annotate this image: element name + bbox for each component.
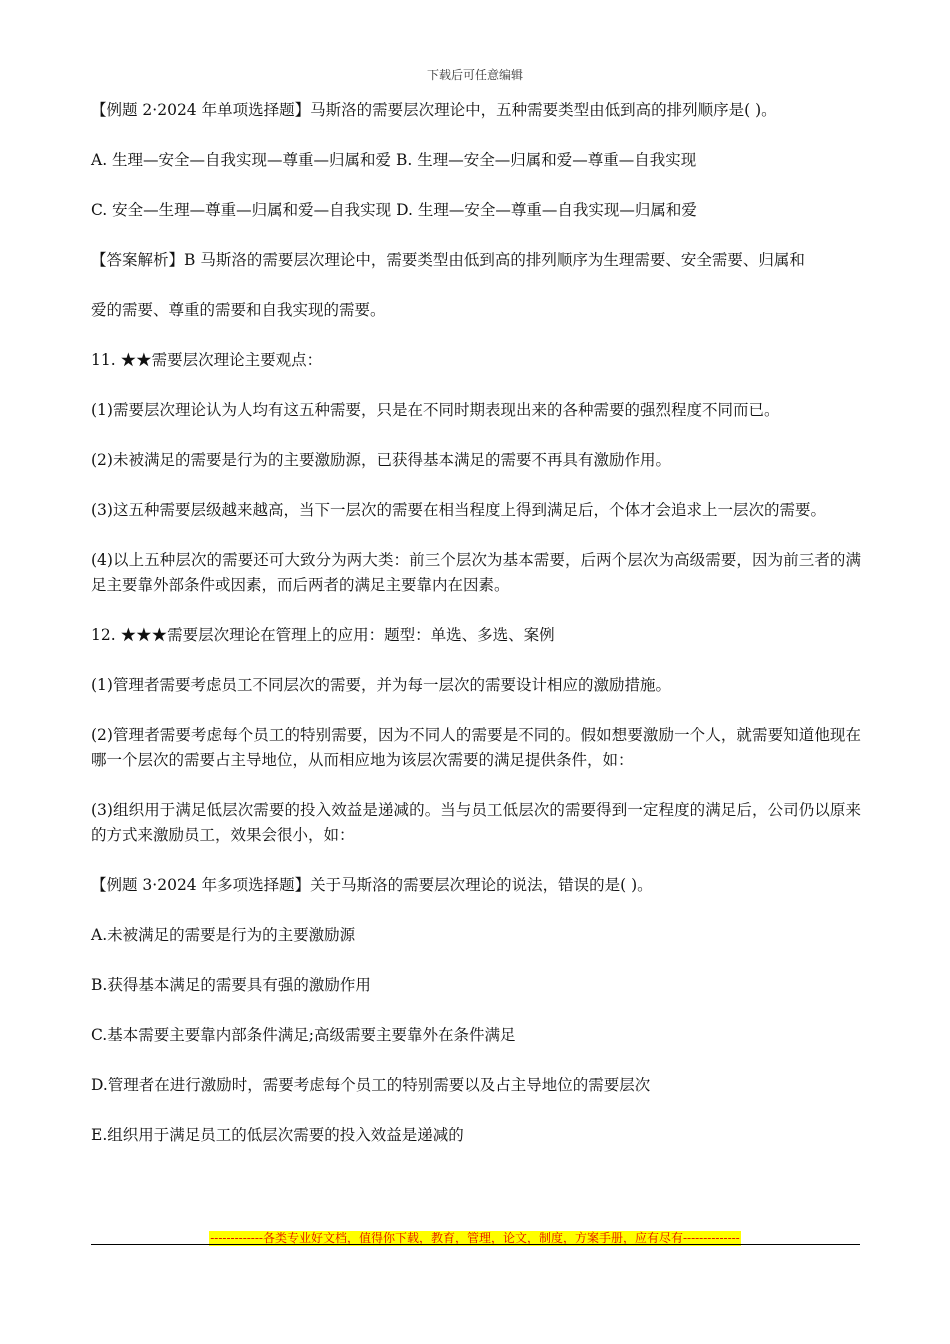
example-2-options-ab: A. 生理—安全—自我实现—尊重—归属和爱 B. 生理—安全—归属和爱—尊重—自我实现 — [91, 151, 697, 169]
example-2-options-cd: C. 安全—生理—尊重—归属和爱—自我实现 D. 生理—安全—尊重—自我实现—归属和爱 — [91, 201, 697, 219]
footer-divider — [91, 1244, 860, 1245]
section-11-point-2: (2)未被满足的需要是行为的主要激励源，已获得基本满足的需要不再具有激励作用。 — [91, 451, 671, 469]
example-3-option-a: A.未被满足的需要是行为的主要激励源 — [91, 926, 356, 944]
section-12-point-2: (2)管理者需要考虑每个员工的特别需要，因为不同人的需要是不同的。假如想要激励一个人，就需要知道他现在哪一个层次的需要占主导地位，从而相应地为该层次需要的满足提供条件，如： — [91, 726, 861, 769]
answer-analysis-line-1: 【答案解析】B 马斯洛的需要层次理论中，需要类型由低到高的排列顺序为生理需要、安全需要、归属和 — [91, 251, 805, 269]
section-11-point-4: (4)以上五种层次的需要还可大致分为两大类：前三个层次为基本需要，后两个层次为高级需要，因为前三者的满足主要靠外部条件或因素，而后两者的满足主要靠内在因素。 — [91, 551, 861, 594]
section-11-point-3: (3)这五种需要层级越来越高，当下一层次的需要在相当程度上得到满足后，个体才会追求上一层次的需要。 — [91, 501, 826, 519]
answer-analysis-line-2: 爱的需要、尊重的需要和自我实现的需要。 — [91, 301, 386, 319]
example-2-question: 【例题 2·2024 年单项选择题】马斯洛的需要层次理论中，五种需要类型由低到高的排列顺序是( )。 — [91, 101, 777, 119]
section-12-point-3: (3)组织用于满足低层次需要的投入效益是递减的。当与员工低层次的需要得到一定程度的满足后，公司仍以原来的方式来激励员工，效果会很小，如： — [91, 801, 861, 844]
section-11-point-1: (1)需要层次理论认为人均有这五种需要，只是在不同时期表现出来的各种需要的强烈程度不同而已。 — [91, 401, 780, 419]
example-3-option-d: D.管理者在进行激励时，需要考虑每个员工的特别需要以及占主导地位的需要层次 — [91, 1076, 651, 1094]
example-3-option-e: E.组织用于满足员工的低层次需要的投入效益是递减的 — [91, 1126, 464, 1144]
footer-banner: -------------各类专业好文档，值得你下载，教育，管理，论文，制度，方案手册，应有尽有-------------- — [210, 1231, 740, 1245]
section-12-point-1: (1)管理者需要考虑员工不同层次的需要，并为每一层次的需要设计相应的激励措施。 — [91, 676, 671, 694]
example-3-option-c: C.基本需要主要靠内部条件满足;高级需要主要靠外在条件满足 — [91, 1026, 516, 1044]
example-3-question: 【例题 3·2024 年多项选择题】关于马斯洛的需要层次理论的说法，错误的是( )。 — [91, 876, 653, 894]
example-3-option-b: B.获得基本满足的需要具有强的激励作用 — [91, 976, 371, 994]
page-header: 下载后可任意编辑 — [426, 68, 523, 82]
section-12-heading: 12. ★★★需要层次理论在管理上的应用：题型：单选、多选、案例 — [91, 626, 555, 644]
section-11-heading: 11. ★★需要层次理论主要观点： — [91, 351, 323, 369]
document-body — [91, 98, 861, 1173]
